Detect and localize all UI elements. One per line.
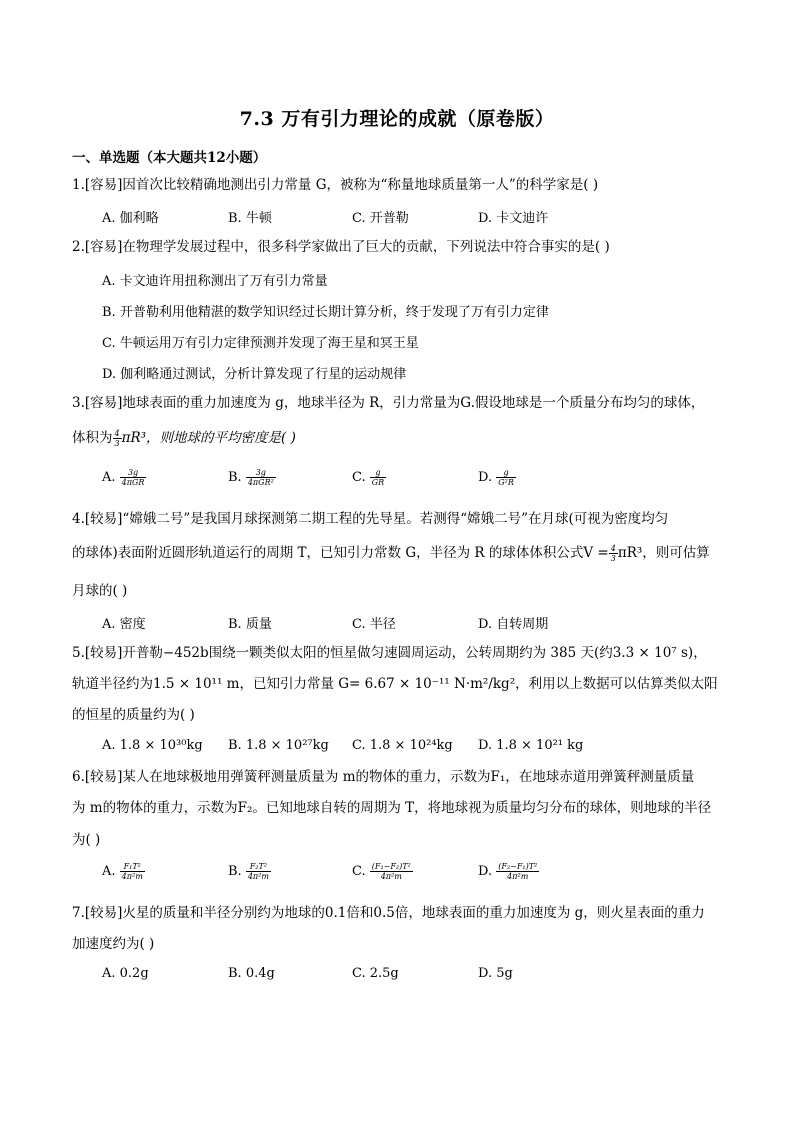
fraction [496, 862, 539, 881]
question-1: 1.[容易]因首次比较精确地测出引力常量 G，被称为“称量地球质量第一人”的科学家是( ) [72, 177, 599, 193]
fraction [370, 862, 413, 881]
fraction-denominator: 4π²m [507, 872, 529, 881]
option-c: C. 牛顿运用万有引力定律预测并发现了海王星和冥王星 [102, 336, 419, 351]
option-b [228, 862, 271, 881]
option-c: C. 开普勒 [352, 211, 409, 226]
option-d: D. 1.8 × 10²¹ kg [478, 738, 584, 753]
question-5-options [102, 738, 722, 760]
fraction [246, 862, 271, 881]
q3-expression: πR³，则地球的平均密度是( ) [121, 430, 296, 446]
question-4-options [102, 613, 722, 635]
option-label: A. [102, 470, 116, 485]
fraction-denominator: 4πGR² [247, 478, 274, 487]
question-5-line-2: 轨道半径约为1.5 × 10¹¹ m，已知引力常量 G= 6.67 × 10⁻¹¹ N·m²/kg²，利用以上数据可以估算类似太阳 [72, 676, 718, 692]
fraction-numerator: (F₂−F₁)T² [498, 862, 538, 871]
option-label: C. [352, 470, 366, 485]
section-heading: 一、单选题（本大题共12小题） [72, 150, 267, 166]
fraction-numerator: (F₁−F₂)T² [371, 862, 411, 871]
question-7-line-1: 7.[较易]火星的质量和半径分别约为地球的0.1倍和0.5倍，地球表面的重力加速度为 g，则火星表面的重力 [72, 905, 705, 921]
option-a: A. 伽利略 [102, 211, 159, 226]
fraction-denominator: G²R [498, 478, 514, 487]
question-1-options [102, 207, 722, 229]
option-label: B. [228, 864, 242, 879]
fraction-denominator: 4π²m [380, 872, 402, 881]
question-4-line-1: 4.[较易]“嫦娥二号”是我国月球探测第二期工程的先导星。若测得“嫦娥二号”在月球(可视为密度均匀 [72, 511, 669, 527]
fraction-denominator: 3 [114, 439, 120, 448]
option-a [102, 862, 145, 881]
q4-expression: πR³，则可估算 [617, 545, 710, 561]
fraction-denominator: 4π²m [247, 872, 269, 881]
option-d: D. 伽利略通过测试，分析计算发现了行星的运动规律 [102, 367, 407, 382]
fraction-numerator: g [370, 468, 386, 478]
fraction [370, 468, 386, 487]
option-label: C. [352, 864, 366, 879]
fraction-denominator: GR [371, 478, 385, 487]
option-label: A. [102, 864, 116, 879]
question-3-line-1: 3.[容易]地球表面的重力加速度为 g，地球半径为 R，引力常量为G.假设地球是一个质量分布均匀的球体， [72, 395, 705, 411]
question-4-line-3: 月球的( ) [72, 583, 128, 599]
fraction-numerator: 3g [246, 468, 276, 478]
option-c [352, 468, 386, 487]
option-a: A. 卡文迪许用扭称测出了万有引力常量 [102, 274, 328, 289]
fraction-denominator: 4πGR [121, 478, 145, 487]
option-a: A. 0.2g [102, 966, 149, 981]
question-5-line-1: 5.[较易]开普勒−452b围绕一颗类似太阳的恒星做匀速圆周运动，公转周期约为 385 天(约3.3 × 10⁷ s)， [72, 645, 707, 661]
option-b: B. 质量 [228, 617, 272, 632]
q3-prefix: 体积为 [72, 430, 113, 446]
option-a [102, 468, 146, 487]
fraction [113, 429, 122, 448]
fraction-numerator: F₁T² [120, 862, 145, 872]
question-6-line-2: 为 m的物体的重力，示数为F₂。已知地球自转的周期为 T，将地球视为质量均匀分布的球体，则地球的半径 [72, 800, 712, 816]
option-b: B. 0.4g [228, 966, 275, 981]
option-c: C. 1.8 × 10²⁴kg [352, 738, 453, 753]
question-5-line-3: 的恒星的质量约为( ) [72, 707, 195, 723]
question-6-line-3: 为( ) [72, 832, 101, 848]
fraction [120, 468, 147, 487]
fraction-numerator: F₂T² [246, 862, 271, 872]
fraction [496, 468, 516, 487]
fraction [120, 862, 145, 881]
option-c: C. 半径 [352, 617, 396, 632]
option-d: D. 5g [478, 966, 513, 981]
option-b: B. 开普勒利用他精湛的数学知识经过长期计算分析，终于发现了万有引力定律 [102, 305, 549, 320]
option-c [352, 862, 413, 881]
question-7-options [102, 966, 722, 988]
question-6-options [102, 862, 722, 888]
option-label: D. [478, 470, 493, 485]
option-b: B. 牛顿 [228, 211, 272, 226]
question-7-line-2: 加速度约为( ) [72, 936, 155, 952]
fraction-numerator: g [496, 468, 516, 478]
fraction [246, 468, 276, 487]
question-4-line-2 [72, 538, 722, 569]
option-d: D. 卡文迪许 [478, 211, 549, 226]
question-6-line-1: 6.[较易]某人在地球极地用弹簧秤测量质量为 m的物体的重力，示数为F₁，在地球赤道用弹簧秤测量质量 [72, 769, 695, 785]
fraction-denominator: 3 [610, 554, 616, 563]
option-d: D. 自转周期 [478, 617, 549, 632]
q4-prefix: 的球体)表面附近圆形轨道运行的周期 T，已知引力常数 G，半径为 R 的球体体积公式V = [72, 545, 609, 561]
option-d [478, 468, 516, 487]
fraction-numerator: 3g [120, 468, 147, 478]
option-a: A. 密度 [102, 617, 146, 632]
question-2: 2.[容易]在物理学发展过程中，很多科学家做出了巨大的贡献，下列说法中符合事实的是( ) [72, 239, 610, 255]
option-a: A. 1.8 × 10³⁰kg [102, 738, 203, 753]
question-3-options [102, 468, 722, 494]
fraction-denominator: 4π²m [121, 872, 143, 881]
option-label: D. [478, 864, 493, 879]
option-c: C. 2.5g [352, 966, 399, 981]
question-3-line-2 [72, 423, 722, 454]
option-b [228, 468, 276, 487]
option-d [478, 862, 539, 881]
option-b: B. 1.8 × 10²⁷kg [228, 738, 329, 753]
document-title: 7.3 万有引力理论的成就（原卷版） [239, 108, 555, 130]
fraction-numerator: 4 [610, 544, 616, 553]
fraction-numerator: 4 [114, 429, 120, 438]
option-label: B. [228, 470, 242, 485]
fraction [609, 544, 618, 563]
